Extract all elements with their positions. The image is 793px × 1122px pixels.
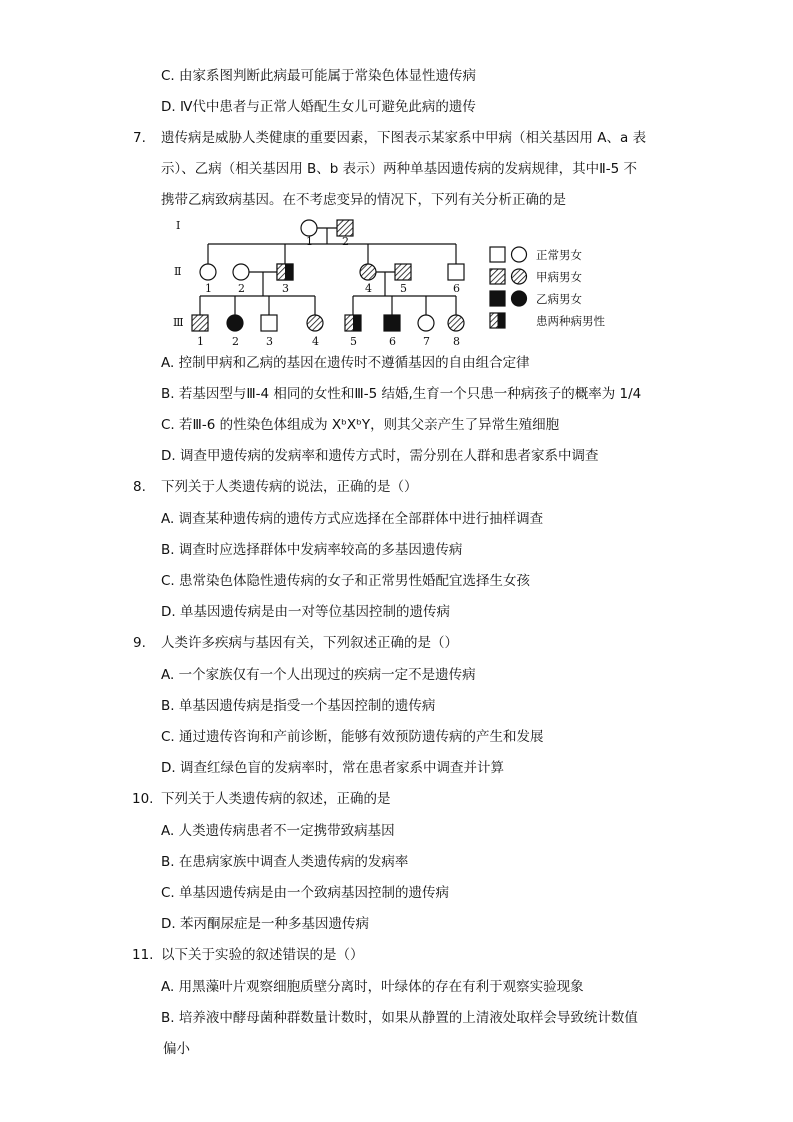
q7-stem-line1: 遗传病是威胁人类健康的重要因素，下图表示某家系中甲病（相关基因用 A、a 表 [161,130,647,146]
q7-stem-line2: 示）、乙病（相关基因用 B、b 表示）两种单基因遗传病的发病规律，其中Ⅱ-5 不 [161,161,638,177]
q11-option-b-line2: 偏小 [163,1041,190,1057]
II2-number: 2 [238,282,245,295]
q8-stem: 下列关于人类遗传病的说法，正确的是（） [161,479,418,495]
III7-number: 7 [423,335,430,347]
legend-jia: 甲病男女 [536,270,582,284]
q8-number: 8. [133,479,146,495]
III7-normal-female [418,315,434,331]
q11-option-b-line1: B. 培养液中酵母菌种群数量计数时，如果从静置的上清液处取样会导致统计数值 [161,1010,638,1026]
q10-option-a: A. 人类遗传病患者不一定携带致病基因 [161,823,395,839]
q8-option-b: B. 调查时应选择群体中发病率较高的多基因遗传病 [161,542,463,558]
q7-option-b: B. 若基因型与Ⅲ-4 相同的女性和Ⅲ-5 结婚,生育一个只患一种病孩子的概率为 1/4 [161,386,642,402]
q8-option-d: D. 单基因遗传病是由一对等位基因控制的遗传病 [161,604,450,620]
legend-yi: 乙病男女 [536,292,582,306]
II1-number: 1 [205,282,212,295]
q9-option-c: C. 通过遗传咨询和产前诊断，能够有效预防遗传病的产生和发展 [161,729,544,745]
q6-option-d: D. Ⅳ代中患者与正常人婚配生女儿可避免此病的遗传 [161,99,476,115]
q9-option-b: B. 单基因遗传病是指受一个基因控制的遗传病 [161,698,436,714]
legend-both: 患两种病男性 [536,314,605,328]
I2-number: 2 [342,235,349,248]
III6-yi-male [384,315,400,331]
II4-number: 4 [365,282,372,295]
q9-option-a: A. 一个家族仅有一个人出现过的疾病一定不是遗传病 [161,667,476,683]
I1-number: 1 [306,235,313,248]
q11-option-a: A. 用黑藻叶片观察细胞质壁分离时，叶绿体的存在有利于观察实验现象 [161,979,584,995]
III2-yi-female [227,315,243,331]
q7-option-d: D. 调查甲遗传病的发病率和遗传方式时，需分别在人群和患者家系中调查 [161,448,599,464]
III1-jia-male [192,315,208,331]
III3-number: 3 [266,335,273,347]
II4-jia-female [360,264,376,280]
q8-option-a: A. 调查某种遗传病的遗传方式应选择在全部群体中进行抽样调查 [161,511,544,527]
II2-normal-female [233,264,249,280]
II3-number: 3 [282,282,289,295]
II5-number: 5 [400,282,407,295]
q10-number: 10. [132,791,154,807]
q9-number: 9. [133,635,146,651]
III2-number: 2 [232,335,239,347]
pedigree-legend [490,247,605,328]
III4-jia-female [307,315,323,331]
I2-jia-male [337,220,353,236]
q11-number: 11. [132,947,154,963]
q7-number: 7. [133,130,146,146]
q7-stem-line3: 携带乙病致病基因。在不考虑变异的情况下，下列有关分析正确的是 [161,192,566,208]
generation-label-1: Ⅰ [176,219,181,232]
q10-option-b: B. 在患病家族中调查人类遗传病的发病率 [161,854,409,870]
III6-number: 6 [389,335,396,347]
generation-label-3: Ⅲ [173,316,184,329]
q10-option-c: C. 单基因遗传病是由一个致病基因控制的遗传病 [161,885,450,901]
q7-option-a: A. 控制甲病和乙病的基因在遗传时不遵循基因的自由组合定律 [161,355,530,371]
q10-option-d: D. 苯丙酮尿症是一种多基因遗传病 [161,916,369,932]
pedigree-chart [170,212,640,347]
q9-option-d: D. 调查红绿色盲的发病率时，常在患者家系中调查并计算 [161,760,504,776]
I1-normal-female [301,220,317,236]
III1-number: 1 [197,335,204,347]
III8-number: 8 [453,335,460,347]
III4-number: 4 [312,335,319,347]
III3-normal-male [261,315,277,331]
II6-normal-male [448,264,464,280]
III5-both-diseases-male [345,315,361,331]
legend-normal: 正常男女 [536,248,582,262]
q11-stem: 以下关于实验的叙述错误的是（） [161,947,364,963]
q6-option-c: C. 由家系图判断此病最可能属于常染色体显性遗传病 [161,68,477,84]
II5-jia-male [395,264,411,280]
III5-number: 5 [350,335,357,347]
q10-stem: 下列关于人类遗传病的叙述，正确的是 [161,791,391,807]
III8-jia-female [448,315,464,331]
q9-stem: 人类许多疾病与基因有关，下列叙述正确的是（） [161,635,458,651]
generation-label-2: Ⅱ [174,265,182,278]
q7-option-c: C. 若Ⅲ-6 的性染色体组成为 XᵇXᵇY，则其父亲产生了异常生殖细胞 [161,417,560,433]
II6-number: 6 [453,282,460,295]
q8-option-c: C. 患常染色体隐性遗传病的女子和正常男性婚配宜选择生女孩 [161,573,531,589]
II1-normal-female [200,264,216,280]
